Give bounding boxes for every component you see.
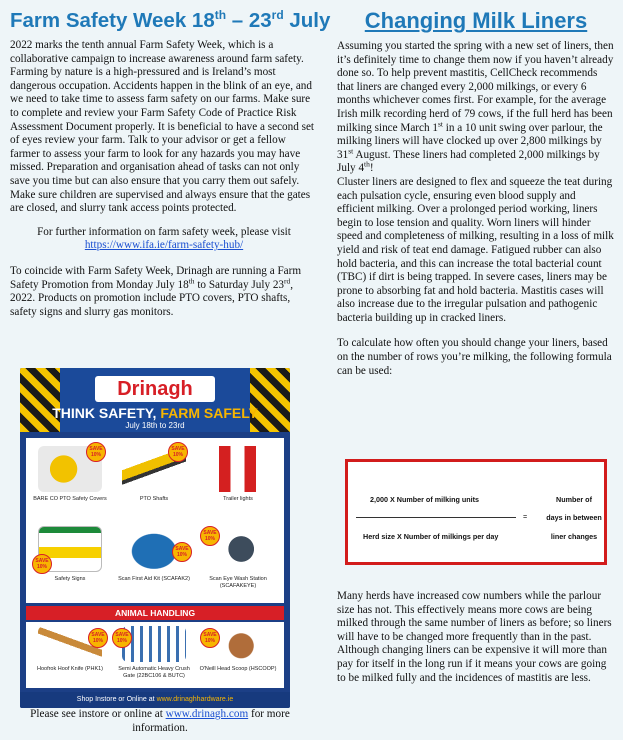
save-badge: SAVE 10% — [200, 628, 220, 648]
drinagh-promo-poster — [20, 368, 290, 708]
product-crush-gate: SAVE 10% Semi Automatic Heavy Crush Gate (22BC106 & BUTC) — [114, 622, 194, 688]
save-badge: SAVE 10% — [88, 628, 108, 648]
product-safety-signs: SAVE 10% Safety Signs — [30, 520, 110, 598]
farm-safety-intro: 2022 marks the tenth annual Farm Safety Week, which is a collaborative campaign to increase awareness around farm safety. Farming by nature is a high-pressured and is Ireland’s most dangerous occupation. Accidents happen in the blink of an eye, and we need to take time to assess farm safety on our farms. Make sure to complete and review your Farm Safety Code of Practice Risk Assessment Document properly. It is beneficial to have a second set of eyes review your farm. Talk to your advisor or get a fellow farmer to assess your farm to look for any hazards you may have missed. Preparation and organisation ahead of tasks can not only save you time but can also ensure that you carry them out safely. Make sure children are supervised and always ensure that the gates are closed, and slurry tank access points protected. — [10, 39, 315, 215]
poster-products — [26, 438, 284, 603]
liner-change-formula — [345, 459, 607, 565]
formula-numerator: 2,000 X Number of milking units — [370, 495, 480, 504]
formula-denominator: Herd size X Number of milkings per day — [363, 532, 499, 541]
drinagh-logo: Drinagh — [95, 376, 215, 402]
product-head-scoop: SAVE 10% O'Neill Head Scoop (HSCOOP) — [198, 622, 278, 688]
trailer-lights-image — [206, 446, 270, 492]
farm-safety-title: Farm Safety Week 18th – 23rd July — [10, 8, 331, 32]
formula-intro: To calculate how often you should change your liners, based on the number of rows you’re milking, the following formula can be used: — [337, 337, 612, 377]
ifa-farm-safety-link[interactable]: https://www.ifa.ie/farm-safety-hub/ — [84, 239, 244, 252]
formula-result-line3: liner changes — [550, 532, 598, 541]
formula-equals: = — [523, 512, 528, 521]
save-badge: SAVE 10% — [172, 542, 192, 562]
cluster-liners-text: Cluster liners are designed to flex and squeeze the teat during each pulsation cycle, ensuring even blood supply and efficient milking. Over a prolonged period working, liners begin to lose tension and quality. Worn liners will hinder speed and completeness of milking, resulting in a loss of milk yield and risk of teat end damage. Fatigued rubber can also hold bacteria, and this can increase the total bacterial count (TBC) if dirt is being trapped. In severe cases, liners may be prone to absorbing fat and hold bacteria. Mastitis cases will also increase due to the irregular pulsation and pathogenic bacteria building up in cracked liners. — [337, 175, 614, 324]
formula-fraction-line — [356, 517, 516, 518]
see-more-text: Please see instore or online at www.drinagh.com for more information. — [30, 708, 290, 734]
crush-gate-image — [122, 626, 186, 662]
product-pto-shafts: SAVE 10% PTO Shafts — [114, 440, 194, 518]
save-badge: SAVE 10% — [200, 526, 220, 546]
poster-slogan: THINK SAFETY, FARM SAFELY — [52, 405, 258, 421]
save-badge: SAVE 10% — [32, 554, 52, 574]
formula-result-line1: Number of — [556, 495, 592, 504]
poster-dates: July 18th to 23rd — [125, 421, 185, 430]
milk-liners-intro: Assuming you started the spring with a new set of liners, then it’s definitely time to change them now if you haven’t already done so. To help prevent mastitis, CellCheck recommends that liners are changed every 2,000 milkings, or every 6 months whichever comes first. For example, for the average Irish milk recording herd of 79 cows, if the full herd has been milking since March 1st in a 10 unit swing over parlour, the milking liners will have clocked up over 2,800 milkings by 31st August. These liners had completed 2,000 milkings by July 4th! — [337, 40, 614, 175]
product-hoof-knife: SAVE 10% Hoofrok Hoof Knife (PHK1) — [30, 622, 110, 688]
poster-header — [20, 368, 290, 432]
save-badge: SAVE 10% — [168, 442, 188, 462]
product-first-aid-kit: SAVE 10% Scan First Aid Kit (SCAFAK2) — [114, 520, 194, 598]
drinagh-promo-text: To coincide with Farm Safety Week, Drinagh are running a Farm Safety Promotion from Monday July 18th to Saturday July 23rd, 2022. Products on promotion include PTO covers, PTO shafts, safety signs and slurry gas monitors. — [10, 264, 302, 318]
milk-liners-title: Changing Milk Liners — [364, 8, 588, 33]
poster-shop-bar: Shop Instore or Online at www.drinaghhardware.ie — [20, 692, 290, 708]
animal-products — [26, 622, 284, 688]
product-eye-wash: SAVE 10% Scan Eye Wash Station (SCAFAKEYE) — [198, 520, 278, 598]
formula-result-line2: days in between — [546, 513, 602, 522]
milk-liners-column — [337, 8, 615, 684]
animal-handling-heading: ANIMAL HANDLING — [26, 606, 284, 620]
farm-safety-column — [10, 8, 331, 319]
drinagh-link[interactable]: www.drinagh.com — [165, 708, 249, 720]
product-pto-covers: SAVE 10% BARE CO PTO Safety Covers — [30, 440, 110, 518]
save-badge: SAVE 10% — [112, 628, 132, 648]
further-info: For further information on farm safety week, please visit https://www.ifa.ie/farm-safety-hub/ — [37, 225, 291, 252]
product-trailer-lights: Trailer lights — [198, 440, 278, 518]
herd-size-text: Many herds have increased cow numbers while the parlour size has not. This effectively means more cows are being milked through the same number of liners as before; so liners will have to be changed more frequently than in the past. Although changing liners can be expensive it will more than pay for itself in the long run if it means your cows are going to be milked fully and the incidences of mastitis are less. — [337, 590, 612, 684]
save-badge: SAVE 10% — [86, 442, 106, 462]
